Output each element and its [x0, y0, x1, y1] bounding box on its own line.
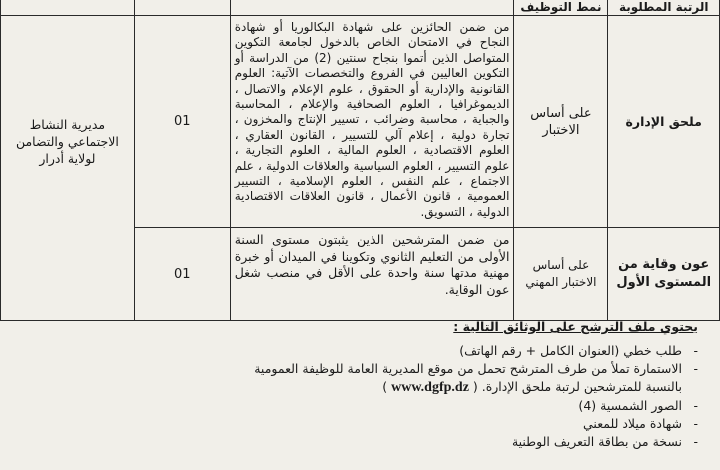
- documents-title: يحتوي ملف الترشح على الوثائق التالية :: [453, 319, 698, 334]
- cell-rank: ملحق الإدارة: [608, 16, 720, 228]
- header-mode: نمط التوظيف: [514, 0, 608, 16]
- url-link[interactable]: www.dgfp.dz: [391, 380, 469, 395]
- header-employer: [1, 0, 135, 16]
- list-item: - نسخة من بطاقة التعريف الوطنية: [511, 434, 698, 449]
- list-item: بالنسبة للمترشحين لرتبة ملحق الإدارة. ( www.dgfp.dz ): [382, 379, 682, 395]
- header-count: [134, 0, 230, 16]
- cell-conditions: من ضمن الحائزين على شهادة البكالوريا أو شهادة النجاح في الامتحان الخاص بالدخول لجامعة التكوين المتواصل الذين أتموا بنجاح سنتين (2) من الدراسة أو التكوين العاليين في الفروع والتخصصات الآتية: العلوم القانونية والإدارية أو الحقوق ، علوم الإعلام والاتصال ، الديموغرافيا ، العلوم الصحافية والإعلام ، المحاسبة والجباية ، محاسبة وضرائب ، تسيير الإنتاج والمخزون ، تجارة دولية ، إعلام آلي للتسيير ، القانون العقاري ، العلوم الاقتصادية ، العلوم المالية ، العلوم التجارية ، علوم التسيير ، العلوم السياسية والعلاقات الدولية ، علم الاجتماع ، علم النفس ، العلوم الإسلامية ، التسيير العمومية ، قانون الأعمال ، قانون العلاقات الاقتصادية الدولية ، التسويق.: [230, 16, 514, 228]
- documents-list: [138, 342, 698, 451]
- list-item: - طلب خطي (العنوان الكامل + رقم الهاتف): [459, 343, 698, 358]
- list-item: - الصور الشمسية (4): [578, 398, 698, 413]
- header-rank: الرتبة المطلوبة: [608, 0, 720, 16]
- table-row: [1, 16, 720, 228]
- cell-count: 01: [134, 228, 230, 321]
- cell-employer: مديرية النشاط الاجتماعي والتضامن لولاية أدرار: [1, 16, 135, 321]
- cell-count: 01: [134, 16, 230, 228]
- cell-mode: على أساس الاختبار: [514, 16, 608, 228]
- table-header-row: [1, 0, 720, 16]
- cell-mode: على أساس الاختبار المهني: [514, 228, 608, 321]
- list-item: - الاستمارة تملأ من طرف المترشح تحمل من موقع المديرية العامة للوظيفة العمومية: [254, 361, 698, 376]
- cell-conditions: من ضمن المترشحين الذين يثبتون مستوى السنة الأولى من التعليم الثانوي وتكوينا في الميدان أو خبرة مهنية مدتها سنة واحدة على الأقل في منصب شغل عون الوقاية.: [230, 228, 514, 321]
- documents-section: [138, 318, 698, 451]
- header-conditions: [230, 0, 514, 16]
- list-item: - شهادة ميلاد للمعني: [583, 416, 698, 431]
- cell-rank: عون وقاية من المستوى الأول: [608, 228, 720, 321]
